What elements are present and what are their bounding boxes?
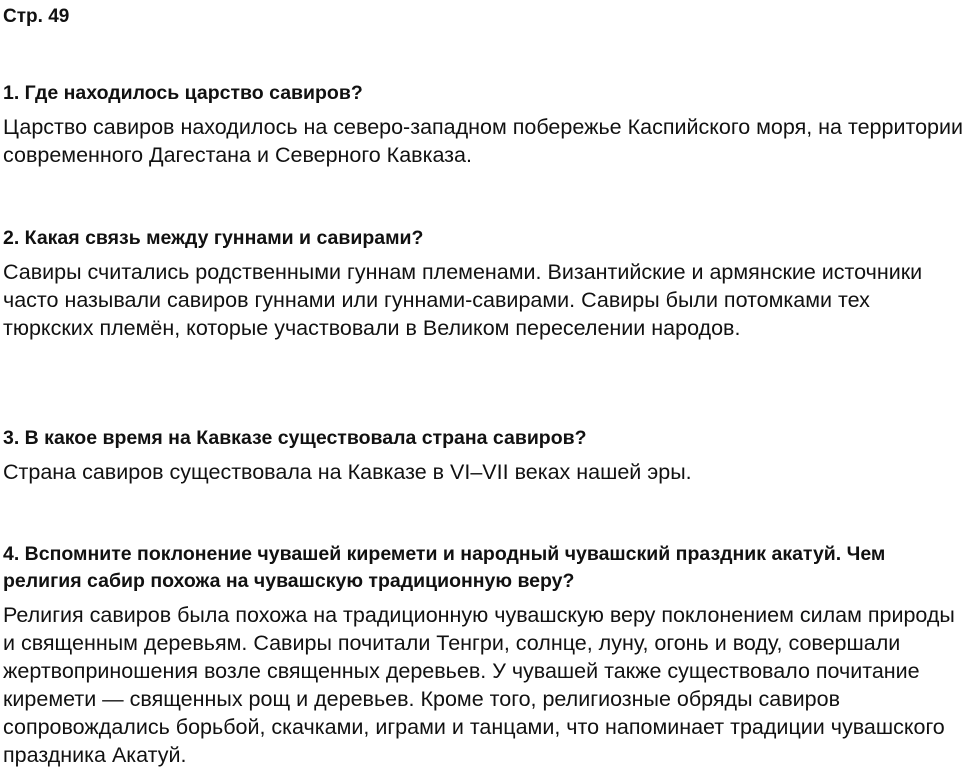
qa-item-4 [3, 541, 965, 769]
qa-item-1 [3, 80, 965, 169]
answer-2: Савиры считались родственными гуннам племенами. Византийские и армянские источники часто называли савиров гуннами или гуннами-савирами. Савиры были потомками тех тюркских племён, которые участвовали в Великом переселении народов. [3, 260, 923, 340]
answer-4: Религия савиров была похожа на традиционную чувашскую веру поклонением силам природы и священным деревьям. Савиры почитали Тенгри, солнце, луну, огонь и воду, совершали жертвоприношения возле священных деревьев. У чувашей также существовало почитание киремети — священных рощ и деревьев. Кроме того, религиозные обряды савиров сопровождались борьбой, скачками, играми и танцами, что напоминает традиции чувашского праздника Акатуй. [3, 603, 955, 767]
question-3: 3. В какое время на Кавказе существовала страна савиров? [3, 427, 587, 449]
answer-3: Страна савиров существовала на Кавказе в VI–VII веках нашей эры. [3, 460, 692, 484]
question-1: 1. Где находилось царство савиров? [3, 82, 363, 104]
answer-1: Царство савиров находилось на северо-западном побережье Каспийского моря, на территории современного Дагестана и Северного Кавказа. [3, 115, 964, 167]
qa-item-3 [3, 425, 965, 486]
page-number-label: Стр. 49 [3, 6, 70, 27]
qa-item-2 [3, 225, 965, 342]
question-4: 4. Вспомните поклонение чувашей киремети и народный чувашский праздник акатуй. Чем религия сабир похожа на чувашскую традиционную веру? [3, 543, 886, 592]
question-2: 2. Какая связь между гуннами и савирами? [3, 227, 424, 249]
